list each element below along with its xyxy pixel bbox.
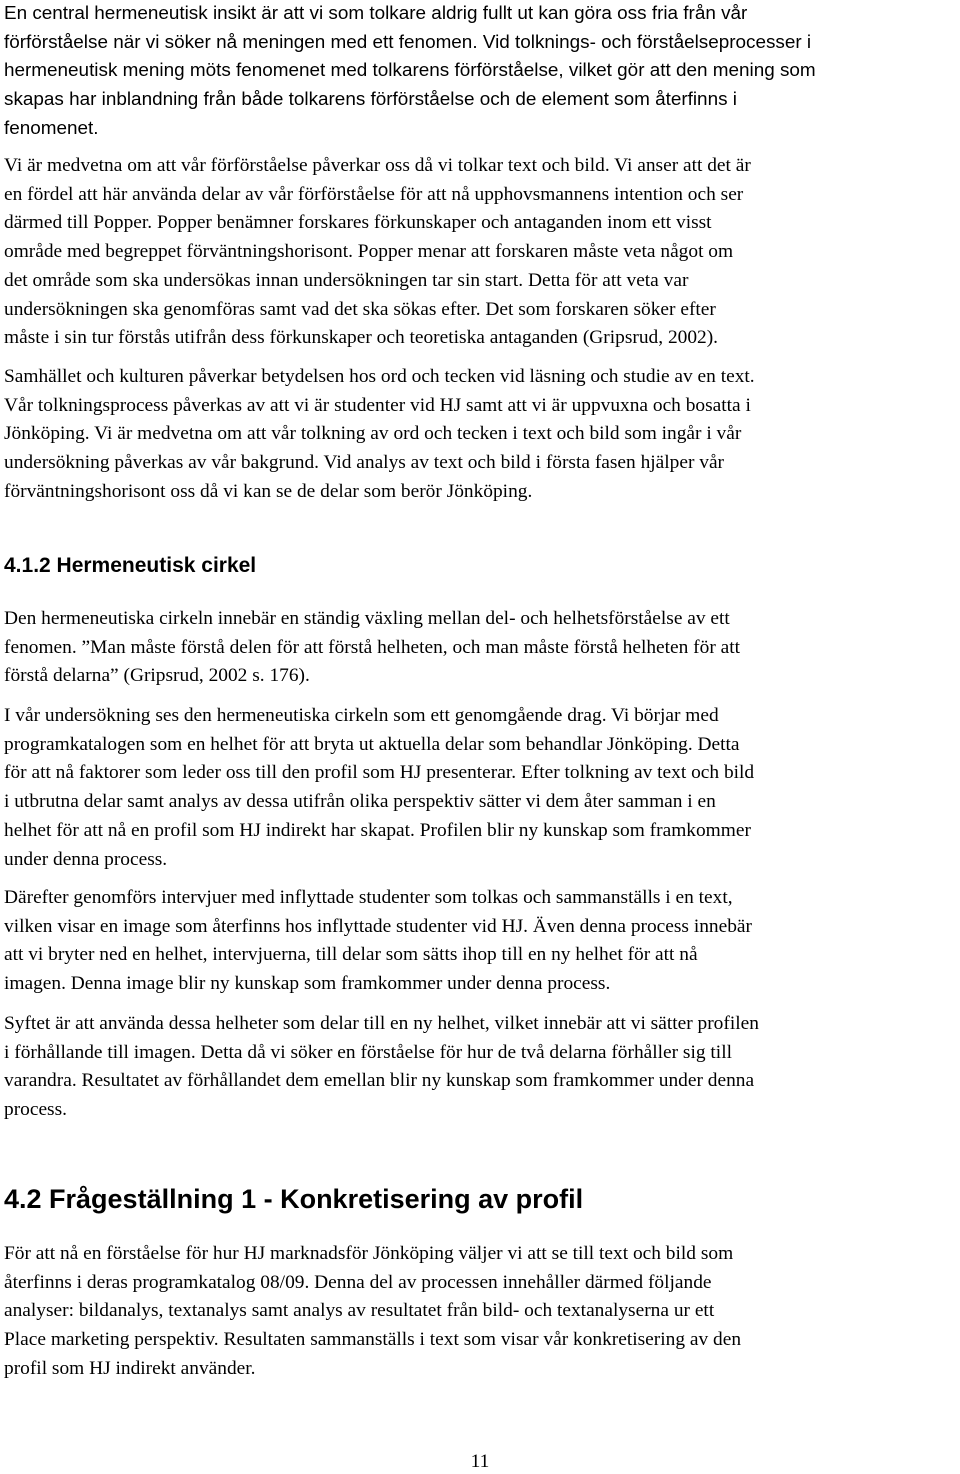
paragraph-hermeneutic-circle-definition: Den hermeneutiska cirkeln innebär en ständig växling mellan del- och helhetsförståelse av ett fenomen. ”Man måste förstå delen för att förstå helheten, och man måste förstå helheten för att förstå delarna” (Gripsrud, 2002 s. 176). — [4, 608, 741, 687]
paragraph-purpose: Syftet är att använda dessa helheter som delar till en ny helhet, vilket innebär att vi sätter profilen i förhållande till imagen. Detta då vi söker en förståelse för hur de två delarna förhåller sig till varandra. Resultatet av förhållandet dem emellan blir ny kunskap som framkommer under denna process. — [4, 1013, 759, 1121]
paragraph-circle-in-study: I vår undersökning ses den hermeneutiska cirkeln som ett genomgående drag. Vi börjar med programkatalogen som en helhet för att bryta ut aktuella delar som behandlar Jönköping. Detta för att nå faktorer som leder oss till den profil som HJ presenterar. Efter tolkning av text och bild i utbrutna delar samt analys av dessa utifrån olika perspektiv sätter vi dem åter samman i en helhet för att nå en profil som HJ indirekt har skapat. Profilen blir ny kunskap som framkommer under denna process. — [4, 705, 755, 870]
page-number: 11 — [470, 1451, 490, 1472]
section-heading-hermeneutic-circle: 4.1.2 Hermeneutisk cirkel — [4, 554, 257, 577]
paragraph-society-culture: Samhället och kulturen påverkar betydelsen hos ord och tecken vid läsning och studie av en text. Vår tolkningsprocess påverkas av att vi är studenter vid HJ samt att vi är uppvuxna och bosatta i Jönköping. Vi är medvetna om att vår tolkning av ord och tecken i text och bild som ingår i vår undersökning påverkas av vår bakgrund. Vid analys av text och bild i första fasen hjälper vår förväntningshorisont oss då vi kan se de delar som berör Jönköping. — [4, 366, 755, 502]
paragraph-profile-analysis: För att nå en förståelse för hur HJ marknadsför Jönköping väljer vi att se till text och bild som återfinns i deras programkatalog 08/09. Denna del av processen innehåller därmed följande analyser: bildanalys, textanalys samt analys av resultatet från bild- och textanalyserna ur ett Place marketing perspektiv. Resultaten sammanställs i text som visar vår konkretisering av den profil som HJ indirekt använder. — [4, 1243, 742, 1379]
paragraph-interviews: Därefter genomförs intervjuer med inflyttade studenter som tolkas och sammanställs i en text, vilken visar en image som återfinns hos inflyttade studenter vid HJ. Även denna process innebär att vi bryter ned en helhet, intervjuerna, till delar som sätts ihop till en ny helhet för att nå imagen. Denna image blir ny kunskap som framkommer under denna process. — [4, 887, 752, 995]
paragraph-preunderstanding: Vi är medvetna om att vår förförståelse påverkar oss då vi tolkar text och bild. Vi anser att det är en fördel att här använda delar av vår förförståelse för att nå upphovsmannens intention och ser därmed till Popper. Popper benämner forskares förkunskaper och antaganden inom ett visst område med begreppet förväntningshorisont. Popper menar att forskaren måste veta något om det område som ska undersökas innan undersökningen tar sin start. Detta för att veta var undersökningen ska genomföras samt vad det ska sökas efter. Det som forskaren söker efter måste i sin tur förstås utifrån dess förkunskaper och teoretiska antaganden (Gripsrud, 2002). — [4, 155, 751, 349]
paragraph-hermeneutic-insight: En central hermeneutisk insikt är att vi som tolkare aldrig fullt ut kan göra oss fria från vår förförståelse när vi söker nå meningen med ett fenomen. Vid tolknings- och förståelseprocesser i hermeneutisk mening möts fenomenet med tolkarens förförståelse, vilket gör att den mening som skapas har inblandning från både tolkarens förförståelse och de element som återfinns i fenomenet. — [4, 3, 816, 139]
section-heading-question-1: 4.2 Frågeställning 1 - Konkretisering av profil — [4, 1184, 584, 1214]
